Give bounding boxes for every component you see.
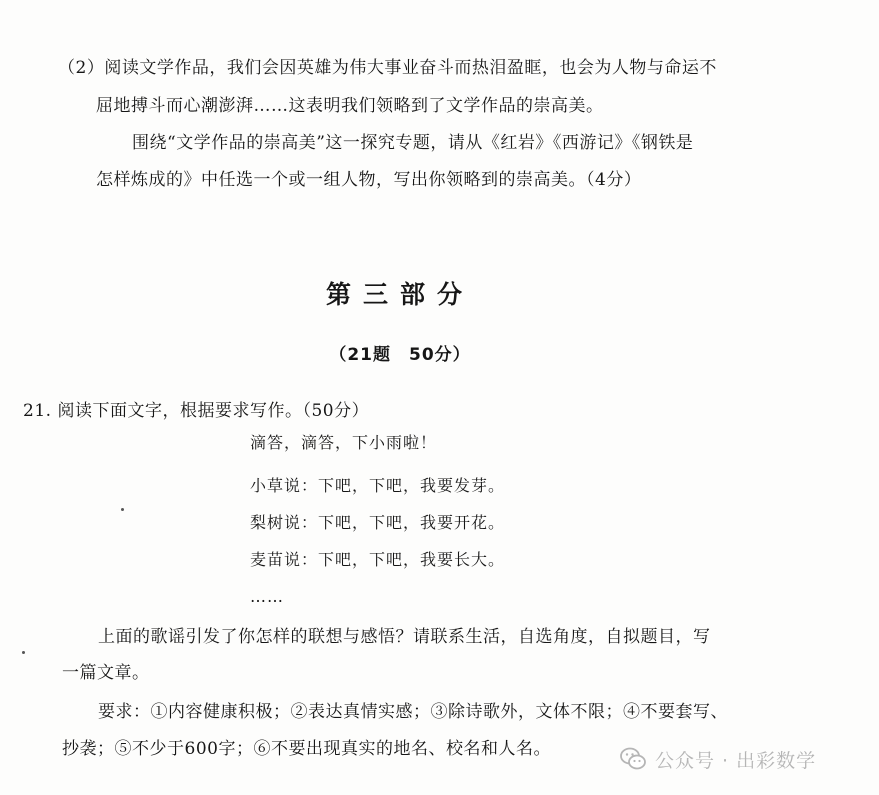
part-three-subtitle: （21题 50分） bbox=[329, 345, 471, 365]
poem-ellipsis: …… bbox=[250, 587, 284, 606]
wechat-icon bbox=[619, 745, 647, 773]
question-2-line-2: 屈地搏斗而心潮澎湃……这表明我们领略到了文学作品的崇高美。 bbox=[96, 96, 604, 116]
poem-line: 小草说：下吧，下吧，我要发芽。 bbox=[250, 476, 506, 495]
writing-prompt-line-2: 一篇文章。 bbox=[62, 663, 150, 683]
question-2-line-1: （2）阅读文学作品，我们会因英雄为伟大事业奋斗而热泪盈眶，也会为人物与命运不 bbox=[58, 58, 717, 78]
account-watermark bbox=[619, 745, 816, 773]
question-2-line-4: 怎样炼成的》中任选一个或一组人物，写出你领略到的崇高美。（4分） bbox=[96, 170, 642, 190]
watermark-text: 公众号 · 出彩数学 bbox=[655, 749, 817, 772]
poem-line: 麦苗说：下吧，下吧，我要长大。 bbox=[250, 550, 506, 569]
question-2-line-3: 围绕“文学作品的崇高美”这一探究专题，请从《红岩》《西游记》《钢铁是 bbox=[132, 133, 694, 153]
scan-speck bbox=[22, 651, 25, 654]
part-three-title: 第三部分 bbox=[325, 280, 474, 309]
requirements-line-1: 要求：①内容健康积极；②表达真情实感；③除诗歌外，文体不限；④不要套写、 bbox=[98, 702, 728, 722]
poem-line: 滴答，滴答，下小雨啦！ bbox=[250, 433, 438, 452]
requirements-line-2: 抄袭；⑤不少于600字；⑥不要出现真实的地名、校名和人名。 bbox=[62, 739, 551, 759]
question-21-title: 21. 阅读下面文字，根据要求写作。（50分） bbox=[23, 401, 370, 421]
scan-speck bbox=[121, 508, 124, 511]
writing-prompt-line-1: 上面的歌谣引发了你怎样的联想与感悟？请联系生活，自选角度，自拟题目，写 bbox=[98, 627, 711, 647]
poem-line: 梨树说：下吧，下吧，我要开花。 bbox=[250, 513, 506, 532]
